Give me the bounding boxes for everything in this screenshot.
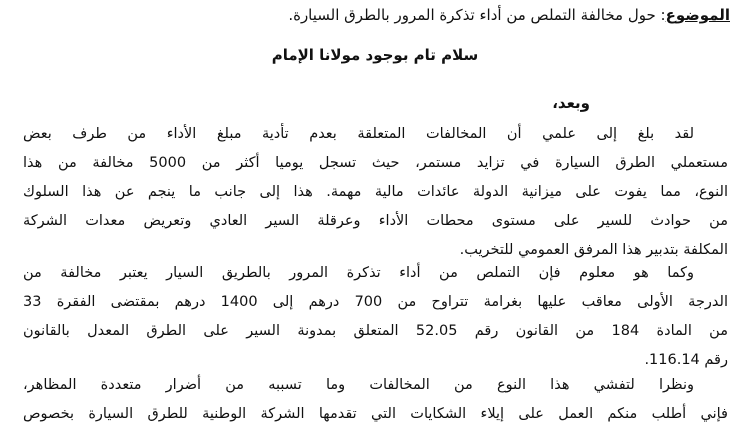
paragraph-line: مستعملي الطرق السيارة في تزايد مستمر، حيث تسجل يوميا أكثر من 5000 مخالفة من هذا (23, 155, 728, 171)
paragraph-line: من حوادث للسير على مستوى محطات الأداء وعرقلة السير العادي وتعريض معدات الشركة (23, 213, 728, 229)
paragraph-line: ونظرا لتفشي هذا النوع من المخالفات وما تسببه من أضرار متعددة المظاهر، (23, 377, 694, 393)
opening: وبعد، (552, 94, 590, 112)
paragraph-line: وكما هو معلوم فإن التملص من أداء تذكرة المرور بالطريق السيار يعتبر مخالفة من (23, 265, 694, 281)
paragraph-line: من المادة 184 من القانون رقم 52.05 المتعلق بمدونة السير على الطرق المعدل بالقانون (23, 323, 728, 339)
paragraph-line: المكلفة بتدبير هذا المرفق العمومي للتخريب. (459, 242, 728, 258)
paragraph-3 (23, 371, 728, 429)
greeting: سلام تام بوجود مولانا الإمام (271, 46, 479, 64)
paragraph-line: رقم 116.14. (644, 352, 728, 368)
paragraph-line: فإني أطلب منكم العمل على إيلاء الشكايات التي تقدمها الشركة الوطنية للطرق السيارة بخصوص (23, 406, 728, 422)
subject-label: الموضوع (665, 6, 730, 24)
paragraph-line: لقد بلغ إلى علمي أن المخالفات المتعلقة بعدم تأدية مبلغ الأداء من طرف بعض (23, 126, 694, 142)
subject-text: : حول مخالفة التملص من أداء تذكرة المرور بالطرق السيارة. (288, 6, 666, 24)
paragraph-2 (23, 259, 728, 375)
paragraph-line: النوع، مما يفوت على ميزانية الدولة عائدات مالية مهمة. هذا إلى جانب ما ينجم عن هذا السلوك (23, 184, 728, 200)
subject-line (30, 4, 730, 26)
paragraph-1 (23, 120, 728, 265)
paragraph-line: الدرجة الأولى معاقب عليها بغرامة تتراوح من 700 درهم إلى 1400 درهم بمقتضى الفقرة 33 (23, 294, 728, 310)
